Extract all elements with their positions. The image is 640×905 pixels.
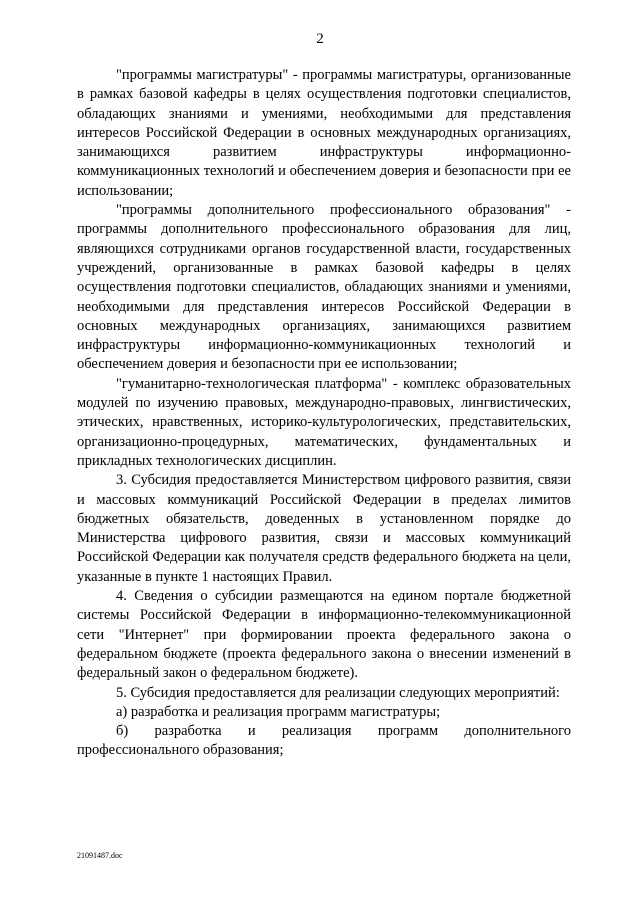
definition-additional-education-programs: "программы дополнительного профессионального образования" - программы дополнительного профессионального образования для лиц, являющихся сотрудниками органов государственной власти, государственных учреждений, организованные в рамках базовой кафедры в целях осуществления подготовки специалистов, обладающих знаниями и умениями, необходимыми для представления интересов Российской Федерации в основных международных организациях, занимающихся развитием инфраструктуры информационно-коммуникационных технологий и обеспечением доверия и безопасности при ее использовании;	[77, 202, 571, 373]
clause-5-item-b: б) разработка и реализация программ дополнительного профессионального образования;	[77, 723, 571, 759]
clause-5-item-a: а) разработка и реализация программ магистратуры;	[116, 703, 441, 720]
definition-humanitarian-tech-platform: "гуманитарно-технологическая платформа" - комплекс образовательных модулей по изучению правовых, международно-правовых, лингвистических, этических, нравственных, историко-культурологических, представительских, организационно-процедурных, математических, фундаментальных и прикладных технологических дисциплин.	[77, 375, 571, 469]
clause-5: 5. Субсидия предоставляется для реализации следующих мероприятий:	[116, 684, 560, 701]
file-name-footer: 21091487.doc	[77, 851, 123, 860]
page-number: 2	[316, 31, 324, 47]
document-body	[77, 66, 571, 761]
definition-masters-programs: "программы магистратуры" - программы магистратуры, организованные в рамках базовой кафедры в целях осуществления подготовки специалистов, обладающих знаниями и умениями, необходимыми для представления интересов Российской Федерации в основных международных организациях, занимающихся развитием инфраструктуры информационно-коммуникационных технологий и обеспечением доверия и безопасности при ее использовании;	[77, 67, 571, 199]
clause-3: 3. Субсидия предоставляется Министерством цифрового развития, связи и массовых коммуникаций Российской Федерации в пределах лимитов бюджетных обязательств, доведенных в установленном порядке до Министерства цифрового развития, связи и массовых коммуникаций Российской Федерации как получателя средств федерального бюджета на цели, указанные в пункте 1 настоящих Правил.	[77, 472, 571, 585]
clause-4: 4. Сведения о субсидии размещаются на едином портале бюджетной системы Российской Федерации в информационно-телекоммуникационной сети "Интернет" при формировании проекта федерального закона о федеральном бюджете (проекта федерального закона о внесении изменений в федеральный закон о федеральном бюджете).	[77, 588, 571, 682]
